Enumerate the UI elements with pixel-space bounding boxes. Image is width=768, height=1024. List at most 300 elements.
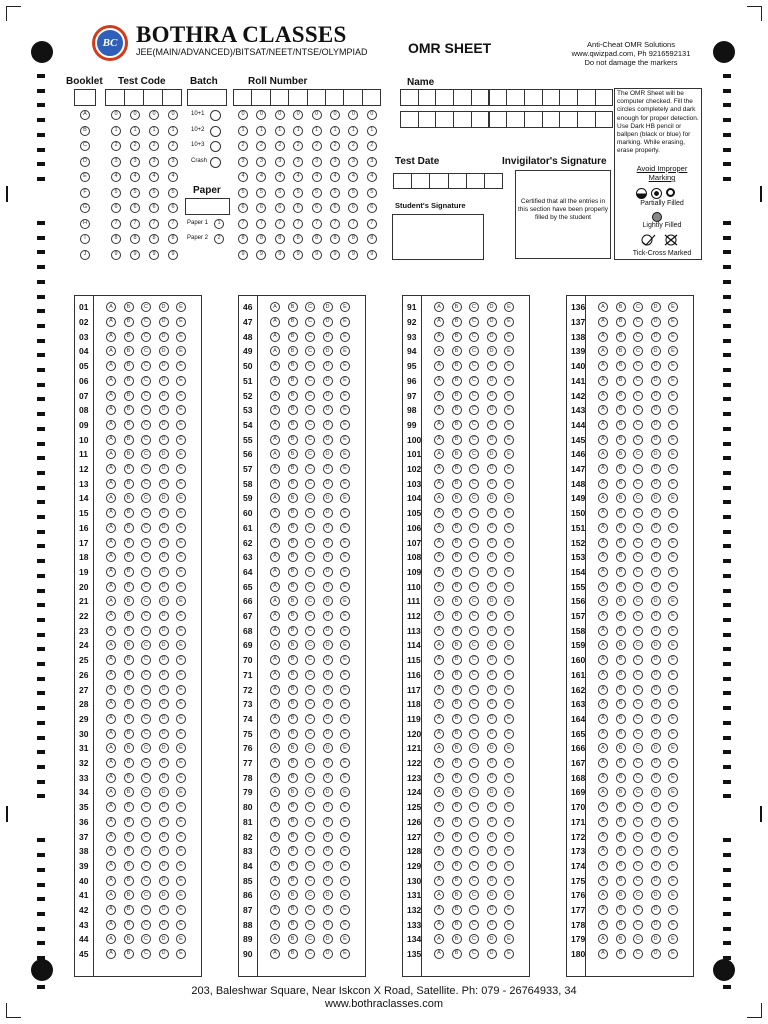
answer-bubble[interactable]: D <box>651 670 661 680</box>
answer-bubble[interactable]: E <box>340 787 350 797</box>
answer-bubble[interactable]: A <box>598 552 608 562</box>
answer-bubble[interactable]: B <box>288 493 298 503</box>
answer-bubble[interactable]: D <box>651 714 661 724</box>
answer-bubble[interactable]: A <box>434 640 444 650</box>
answer-bubble[interactable]: E <box>176 802 186 812</box>
answer-bubble[interactable]: C <box>305 596 315 606</box>
answer-bubble[interactable]: D <box>159 523 169 533</box>
answer-bubble[interactable]: C <box>141 787 151 797</box>
answer-bubble[interactable]: E <box>668 391 678 401</box>
answer-bubble[interactable]: C <box>469 846 479 856</box>
answer-bubble[interactable]: D <box>323 905 333 915</box>
booklet-bubble[interactable]: E <box>80 172 90 182</box>
answer-bubble[interactable]: C <box>141 626 151 636</box>
answer-bubble[interactable]: D <box>159 920 169 930</box>
booklet-box[interactable] <box>74 89 96 106</box>
roll-number-bubble[interactable]: 6 <box>256 203 266 213</box>
answer-bubble[interactable]: C <box>469 934 479 944</box>
answer-bubble[interactable]: B <box>288 420 298 430</box>
answer-bubble[interactable]: E <box>504 346 514 356</box>
answer-bubble[interactable]: D <box>487 920 497 930</box>
test-code-bubble[interactable]: 4 <box>111 172 121 182</box>
answer-bubble[interactable]: D <box>487 464 497 474</box>
test-code-digit-box[interactable] <box>162 89 182 106</box>
roll-number-bubble[interactable]: 5 <box>293 188 303 198</box>
answer-bubble[interactable]: C <box>469 817 479 827</box>
roll-number-bubble[interactable]: 4 <box>330 172 340 182</box>
answer-bubble[interactable]: C <box>141 949 151 959</box>
answer-bubble[interactable]: A <box>106 670 116 680</box>
answer-bubble[interactable]: E <box>668 758 678 768</box>
answer-bubble[interactable]: A <box>434 493 444 503</box>
answer-bubble[interactable]: A <box>434 655 444 665</box>
answer-bubble[interactable]: E <box>176 920 186 930</box>
answer-bubble[interactable]: E <box>504 464 514 474</box>
test-code-bubble[interactable]: 8 <box>111 234 121 244</box>
answer-bubble[interactable]: D <box>651 949 661 959</box>
answer-bubble[interactable]: B <box>616 405 626 415</box>
answer-bubble[interactable]: A <box>106 876 116 886</box>
answer-bubble[interactable]: B <box>616 479 626 489</box>
answer-bubble[interactable]: D <box>487 817 497 827</box>
answer-bubble[interactable]: E <box>340 729 350 739</box>
answer-bubble[interactable]: B <box>288 391 298 401</box>
answer-bubble[interactable]: A <box>106 538 116 548</box>
answer-bubble[interactable]: B <box>452 640 462 650</box>
answer-bubble[interactable]: B <box>616 449 626 459</box>
roll-number-bubble[interactable]: 0 <box>293 110 303 120</box>
answer-bubble[interactable]: B <box>124 846 134 856</box>
paper-option-bubble[interactable]: 2 <box>214 234 224 244</box>
roll-number-bubble[interactable]: 1 <box>238 126 248 136</box>
answer-bubble[interactable]: B <box>288 523 298 533</box>
answer-bubble[interactable]: C <box>305 626 315 636</box>
answer-bubble[interactable]: D <box>651 523 661 533</box>
answer-bubble[interactable]: E <box>340 493 350 503</box>
answer-bubble[interactable]: E <box>668 464 678 474</box>
answer-bubble[interactable]: A <box>106 449 116 459</box>
roll-number-bubble[interactable]: 8 <box>367 234 377 244</box>
answer-bubble[interactable]: A <box>434 523 444 533</box>
answer-bubble[interactable]: D <box>651 626 661 636</box>
roll-number-digit-box[interactable] <box>325 89 344 106</box>
answer-bubble[interactable]: C <box>305 523 315 533</box>
answer-bubble[interactable]: D <box>323 538 333 548</box>
answer-bubble[interactable]: B <box>452 479 462 489</box>
answer-bubble[interactable]: E <box>176 773 186 783</box>
answer-bubble[interactable]: A <box>598 949 608 959</box>
answer-bubble[interactable]: E <box>668 670 678 680</box>
answer-bubble[interactable]: A <box>106 626 116 636</box>
answer-bubble[interactable]: D <box>159 934 169 944</box>
answer-bubble[interactable]: D <box>159 817 169 827</box>
answer-bubble[interactable]: E <box>504 317 514 327</box>
answer-bubble[interactable]: C <box>469 699 479 709</box>
roll-number-digit-box[interactable] <box>251 89 270 106</box>
answer-bubble[interactable]: E <box>668 934 678 944</box>
answer-bubble[interactable]: E <box>668 346 678 356</box>
roll-number-digit-box[interactable] <box>270 89 289 106</box>
answer-bubble[interactable]: C <box>469 361 479 371</box>
answer-bubble[interactable]: D <box>159 596 169 606</box>
answer-bubble[interactable]: E <box>340 523 350 533</box>
test-code-bubble[interactable]: 7 <box>168 219 178 229</box>
answer-bubble[interactable]: E <box>340 361 350 371</box>
answer-bubble[interactable]: E <box>176 699 186 709</box>
answer-bubble[interactable]: C <box>141 729 151 739</box>
answer-bubble[interactable]: A <box>270 420 280 430</box>
answer-bubble[interactable]: D <box>159 670 169 680</box>
answer-bubble[interactable]: B <box>124 949 134 959</box>
answer-bubble[interactable]: B <box>452 508 462 518</box>
answer-bubble[interactable]: A <box>434 302 444 312</box>
answer-bubble[interactable]: E <box>176 493 186 503</box>
answer-bubble[interactable]: E <box>504 905 514 915</box>
answer-bubble[interactable]: D <box>323 435 333 445</box>
answer-bubble[interactable]: A <box>270 699 280 709</box>
answer-bubble[interactable]: D <box>487 832 497 842</box>
answer-bubble[interactable]: D <box>487 773 497 783</box>
answer-bubble[interactable]: B <box>288 479 298 489</box>
answer-bubble[interactable]: E <box>176 552 186 562</box>
roll-number-bubble[interactable]: 3 <box>275 157 285 167</box>
answer-bubble[interactable]: C <box>469 787 479 797</box>
answer-bubble[interactable]: D <box>487 479 497 489</box>
answer-bubble[interactable]: D <box>651 464 661 474</box>
answer-bubble[interactable]: A <box>434 890 444 900</box>
name-char-box[interactable] <box>595 111 614 128</box>
answer-bubble[interactable]: B <box>452 670 462 680</box>
answer-bubble[interactable]: B <box>452 861 462 871</box>
answer-bubble[interactable]: C <box>305 405 315 415</box>
answer-bubble[interactable]: A <box>106 346 116 356</box>
answer-bubble[interactable]: E <box>668 846 678 856</box>
answer-bubble[interactable]: B <box>452 787 462 797</box>
answer-bubble[interactable]: C <box>141 743 151 753</box>
answer-bubble[interactable]: E <box>176 817 186 827</box>
answer-bubble[interactable]: C <box>469 479 479 489</box>
answer-bubble[interactable]: A <box>270 685 280 695</box>
answer-bubble[interactable]: B <box>452 464 462 474</box>
answer-bubble[interactable]: A <box>598 626 608 636</box>
answer-bubble[interactable]: C <box>305 317 315 327</box>
roll-number-bubble[interactable]: 4 <box>256 172 266 182</box>
answer-bubble[interactable]: D <box>159 832 169 842</box>
answer-bubble[interactable]: A <box>270 876 280 886</box>
answer-bubble[interactable]: B <box>124 523 134 533</box>
test-code-bubble[interactable]: 0 <box>111 110 121 120</box>
answer-bubble[interactable]: D <box>159 449 169 459</box>
answer-bubble[interactable]: E <box>176 655 186 665</box>
answer-bubble[interactable]: D <box>487 449 497 459</box>
name-char-box[interactable] <box>400 89 419 106</box>
answer-bubble[interactable]: D <box>487 890 497 900</box>
answer-bubble[interactable]: B <box>288 405 298 415</box>
answer-bubble[interactable]: E <box>504 611 514 621</box>
answer-bubble[interactable]: A <box>598 832 608 842</box>
roll-number-bubble[interactable]: 5 <box>367 188 377 198</box>
answer-bubble[interactable]: C <box>141 493 151 503</box>
answer-bubble[interactable]: C <box>141 685 151 695</box>
answer-bubble[interactable]: A <box>270 493 280 503</box>
answer-bubble[interactable]: E <box>176 861 186 871</box>
answer-bubble[interactable]: C <box>305 493 315 503</box>
answer-bubble[interactable]: E <box>176 890 186 900</box>
answer-bubble[interactable]: B <box>616 552 626 562</box>
answer-bubble[interactable]: D <box>651 920 661 930</box>
answer-bubble[interactable]: E <box>176 479 186 489</box>
answer-bubble[interactable]: C <box>469 464 479 474</box>
answer-bubble[interactable]: E <box>504 391 514 401</box>
answer-bubble[interactable]: D <box>651 435 661 445</box>
answer-bubble[interactable]: B <box>616 317 626 327</box>
answer-bubble[interactable]: C <box>633 773 643 783</box>
answer-bubble[interactable]: C <box>633 361 643 371</box>
answer-bubble[interactable]: D <box>487 317 497 327</box>
roll-number-bubble[interactable]: 6 <box>367 203 377 213</box>
roll-number-bubble[interactable]: 2 <box>348 141 358 151</box>
answer-bubble[interactable]: D <box>323 346 333 356</box>
answer-bubble[interactable]: E <box>668 538 678 548</box>
answer-bubble[interactable]: D <box>323 611 333 621</box>
answer-bubble[interactable]: D <box>487 332 497 342</box>
answer-bubble[interactable]: D <box>651 449 661 459</box>
roll-number-bubble[interactable]: 8 <box>238 234 248 244</box>
answer-bubble[interactable]: E <box>176 567 186 577</box>
test-code-bubble[interactable]: 5 <box>168 188 178 198</box>
answer-bubble[interactable]: C <box>141 920 151 930</box>
answer-bubble[interactable]: D <box>487 685 497 695</box>
answer-bubble[interactable]: C <box>141 420 151 430</box>
answer-bubble[interactable]: D <box>323 376 333 386</box>
answer-bubble[interactable]: A <box>106 920 116 930</box>
name-char-box[interactable] <box>524 89 543 106</box>
answer-bubble[interactable]: E <box>340 405 350 415</box>
answer-bubble[interactable]: C <box>633 890 643 900</box>
answer-bubble[interactable]: B <box>288 376 298 386</box>
answer-bubble[interactable]: B <box>124 876 134 886</box>
answer-bubble[interactable]: A <box>598 920 608 930</box>
answer-bubble[interactable]: B <box>124 670 134 680</box>
answer-bubble[interactable]: B <box>616 905 626 915</box>
answer-bubble[interactable]: E <box>340 567 350 577</box>
answer-bubble[interactable]: E <box>504 670 514 680</box>
answer-bubble[interactable]: B <box>124 302 134 312</box>
answer-bubble[interactable]: E <box>504 582 514 592</box>
answer-bubble[interactable]: B <box>124 758 134 768</box>
answer-bubble[interactable]: A <box>106 758 116 768</box>
answer-bubble[interactable]: A <box>106 949 116 959</box>
answer-bubble[interactable]: C <box>141 934 151 944</box>
test-date-digit-box[interactable] <box>393 173 412 189</box>
answer-bubble[interactable]: B <box>124 890 134 900</box>
answer-bubble[interactable]: B <box>288 449 298 459</box>
answer-bubble[interactable]: C <box>633 685 643 695</box>
answer-bubble[interactable]: C <box>633 670 643 680</box>
answer-bubble[interactable]: E <box>340 802 350 812</box>
answer-bubble[interactable]: A <box>106 773 116 783</box>
answer-bubble[interactable]: D <box>487 655 497 665</box>
batch-box[interactable] <box>187 89 227 106</box>
answer-bubble[interactable]: C <box>305 934 315 944</box>
name-char-box[interactable] <box>418 89 437 106</box>
answer-bubble[interactable]: B <box>616 920 626 930</box>
roll-number-bubble[interactable]: 0 <box>256 110 266 120</box>
answer-bubble[interactable]: D <box>323 743 333 753</box>
answer-bubble[interactable]: E <box>668 743 678 753</box>
name-char-box[interactable] <box>559 89 578 106</box>
answer-bubble[interactable]: E <box>340 317 350 327</box>
answer-bubble[interactable]: E <box>340 861 350 871</box>
answer-bubble[interactable]: B <box>124 346 134 356</box>
answer-bubble[interactable]: B <box>124 920 134 930</box>
answer-bubble[interactable]: C <box>633 435 643 445</box>
answer-bubble[interactable]: D <box>323 949 333 959</box>
answer-bubble[interactable]: D <box>651 405 661 415</box>
answer-bubble[interactable]: B <box>616 670 626 680</box>
answer-bubble[interactable]: A <box>270 391 280 401</box>
answer-bubble[interactable]: A <box>598 493 608 503</box>
answer-bubble[interactable]: D <box>323 655 333 665</box>
name-char-box[interactable] <box>435 89 454 106</box>
answer-bubble[interactable]: A <box>434 817 444 827</box>
answer-bubble[interactable]: B <box>124 493 134 503</box>
answer-bubble[interactable]: C <box>305 729 315 739</box>
answer-bubble[interactable]: C <box>633 758 643 768</box>
answer-bubble[interactable]: E <box>504 302 514 312</box>
answer-bubble[interactable]: A <box>106 685 116 695</box>
answer-bubble[interactable]: C <box>633 449 643 459</box>
answer-bubble[interactable]: E <box>340 596 350 606</box>
answer-bubble[interactable]: D <box>651 758 661 768</box>
answer-bubble[interactable]: D <box>159 405 169 415</box>
answer-bubble[interactable]: B <box>288 567 298 577</box>
answer-bubble[interactable]: A <box>434 714 444 724</box>
answer-bubble[interactable]: C <box>305 876 315 886</box>
answer-bubble[interactable]: A <box>598 596 608 606</box>
answer-bubble[interactable]: B <box>452 890 462 900</box>
answer-bubble[interactable]: C <box>633 934 643 944</box>
answer-bubble[interactable]: D <box>651 611 661 621</box>
roll-number-bubble[interactable]: 1 <box>293 126 303 136</box>
name-char-box[interactable] <box>435 111 454 128</box>
answer-bubble[interactable]: C <box>633 317 643 327</box>
answer-bubble[interactable]: A <box>106 890 116 900</box>
roll-number-bubble[interactable]: 0 <box>312 110 322 120</box>
answer-bubble[interactable]: B <box>288 861 298 871</box>
answer-bubble[interactable]: C <box>141 596 151 606</box>
answer-bubble[interactable]: E <box>176 787 186 797</box>
answer-bubble[interactable]: C <box>633 332 643 342</box>
answer-bubble[interactable]: C <box>469 861 479 871</box>
answer-bubble[interactable]: D <box>323 479 333 489</box>
answer-bubble[interactable]: A <box>434 464 444 474</box>
answer-bubble[interactable]: B <box>452 611 462 621</box>
answer-bubble[interactable]: D <box>487 861 497 871</box>
answer-bubble[interactable]: E <box>504 523 514 533</box>
answer-bubble[interactable]: A <box>434 802 444 812</box>
answer-bubble[interactable]: D <box>159 714 169 724</box>
answer-bubble[interactable]: D <box>651 420 661 430</box>
answer-bubble[interactable]: C <box>633 391 643 401</box>
answer-bubble[interactable]: C <box>469 449 479 459</box>
answer-bubble[interactable]: D <box>487 758 497 768</box>
name-char-box[interactable] <box>453 111 472 128</box>
answer-bubble[interactable]: E <box>504 817 514 827</box>
answer-bubble[interactable]: B <box>616 420 626 430</box>
answer-bubble[interactable]: C <box>141 376 151 386</box>
answer-bubble[interactable]: B <box>124 934 134 944</box>
answer-bubble[interactable]: D <box>651 640 661 650</box>
answer-bubble[interactable]: E <box>176 391 186 401</box>
answer-bubble[interactable]: D <box>323 449 333 459</box>
answer-bubble[interactable]: A <box>106 493 116 503</box>
answer-bubble[interactable]: B <box>616 787 626 797</box>
test-code-bubble[interactable]: 9 <box>149 250 159 260</box>
answer-bubble[interactable]: D <box>487 787 497 797</box>
answer-bubble[interactable]: E <box>504 567 514 577</box>
answer-bubble[interactable]: D <box>159 317 169 327</box>
answer-bubble[interactable]: C <box>141 758 151 768</box>
roll-number-bubble[interactable]: 1 <box>348 126 358 136</box>
answer-bubble[interactable]: B <box>452 420 462 430</box>
answer-bubble[interactable]: A <box>270 596 280 606</box>
answer-bubble[interactable]: A <box>434 332 444 342</box>
answer-bubble[interactable]: E <box>668 567 678 577</box>
name-char-box[interactable] <box>471 111 490 128</box>
answer-bubble[interactable]: B <box>124 611 134 621</box>
answer-bubble[interactable]: E <box>340 743 350 753</box>
answer-bubble[interactable]: D <box>323 802 333 812</box>
answer-bubble[interactable]: B <box>124 464 134 474</box>
answer-bubble[interactable]: E <box>340 611 350 621</box>
roll-number-bubble[interactable]: 3 <box>312 157 322 167</box>
answer-bubble[interactable]: A <box>270 802 280 812</box>
answer-bubble[interactable]: A <box>270 567 280 577</box>
answer-bubble[interactable]: E <box>668 626 678 636</box>
answer-bubble[interactable]: C <box>469 582 479 592</box>
answer-bubble[interactable]: E <box>176 302 186 312</box>
answer-bubble[interactable]: B <box>288 435 298 445</box>
answer-bubble[interactable]: B <box>616 655 626 665</box>
answer-bubble[interactable]: C <box>305 699 315 709</box>
answer-bubble[interactable]: B <box>124 787 134 797</box>
answer-bubble[interactable]: A <box>434 361 444 371</box>
answer-bubble[interactable]: A <box>434 611 444 621</box>
answer-bubble[interactable]: A <box>106 934 116 944</box>
answer-bubble[interactable]: B <box>124 317 134 327</box>
answer-bubble[interactable]: B <box>124 405 134 415</box>
name-char-box[interactable] <box>418 111 437 128</box>
answer-bubble[interactable]: E <box>668 640 678 650</box>
answer-bubble[interactable]: D <box>323 773 333 783</box>
answer-bubble[interactable]: C <box>305 449 315 459</box>
roll-number-bubble[interactable]: 5 <box>330 188 340 198</box>
answer-bubble[interactable]: B <box>124 655 134 665</box>
answer-bubble[interactable]: B <box>452 346 462 356</box>
roll-number-bubble[interactable]: 9 <box>275 250 285 260</box>
answer-bubble[interactable]: E <box>176 317 186 327</box>
answer-bubble[interactable]: B <box>616 346 626 356</box>
roll-number-digit-box[interactable] <box>233 89 252 106</box>
roll-number-bubble[interactable]: 6 <box>312 203 322 213</box>
answer-bubble[interactable]: A <box>598 773 608 783</box>
answer-bubble[interactable]: E <box>340 626 350 636</box>
answer-bubble[interactable]: A <box>106 699 116 709</box>
answer-bubble[interactable]: D <box>159 890 169 900</box>
answer-bubble[interactable]: B <box>452 376 462 386</box>
answer-bubble[interactable]: D <box>323 890 333 900</box>
